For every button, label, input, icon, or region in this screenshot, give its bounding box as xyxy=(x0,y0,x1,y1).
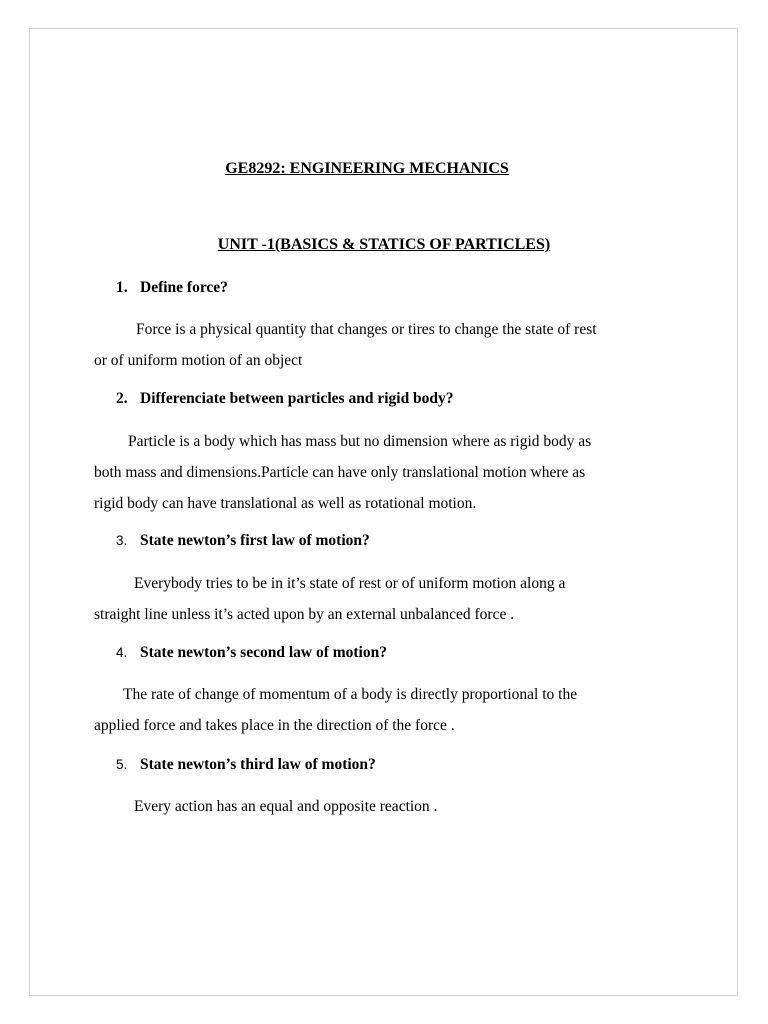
answer-line: applied force and takes place in the direction of the force . xyxy=(94,717,455,734)
answer-4 xyxy=(94,679,684,741)
answer-1 xyxy=(94,314,684,376)
question-number: 4. xyxy=(116,645,128,660)
question-text: State newton’s third law of motion? xyxy=(140,756,376,773)
question-text: Define force? xyxy=(140,279,228,296)
question-5 xyxy=(116,756,376,774)
question-number: 2. xyxy=(116,390,128,407)
question-number: 3. xyxy=(116,533,128,548)
question-2 xyxy=(116,390,454,408)
question-4 xyxy=(116,644,387,662)
question-3 xyxy=(116,532,370,550)
answer-line: or of uniform motion of an object xyxy=(94,352,303,369)
answer-line: Everybody tries to be in it’s state of rest or of uniform motion along a xyxy=(134,575,566,592)
question-text: State newton’s first law of motion? xyxy=(140,532,370,549)
question-text: Differenciate between particles and rigid body? xyxy=(140,390,454,407)
answer-line: Every action has an equal and opposite reaction . xyxy=(134,798,438,815)
answer-5 xyxy=(94,791,684,822)
question-text: State newton’s second law of motion? xyxy=(140,644,387,661)
answer-3 xyxy=(94,568,684,630)
answer-line: Particle is a body which has mass but no dimension where as rigid body as xyxy=(128,433,592,450)
course-title: GE8292: ENGINEERING MECHANICS xyxy=(225,160,509,177)
unit-title: UNIT -1(BASICS & STATICS OF PARTICLES) xyxy=(217,236,551,253)
answer-line: both mass and dimensions.Particle can have only translational motion where as xyxy=(94,464,586,481)
question-number: 1. xyxy=(116,279,128,296)
question-1 xyxy=(116,279,228,297)
answer-2 xyxy=(94,426,684,519)
question-number: 5. xyxy=(116,757,128,772)
answer-line: straight line unless it’s acted upon by an external unbalanced force . xyxy=(94,606,515,623)
answer-line: Force is a physical quantity that changes or tires to change the state of rest xyxy=(136,321,597,338)
answer-line: rigid body can have translational as well as rotational motion. xyxy=(94,495,477,512)
answer-line: The rate of change of momentum of a body is directly proportional to the xyxy=(123,686,578,703)
